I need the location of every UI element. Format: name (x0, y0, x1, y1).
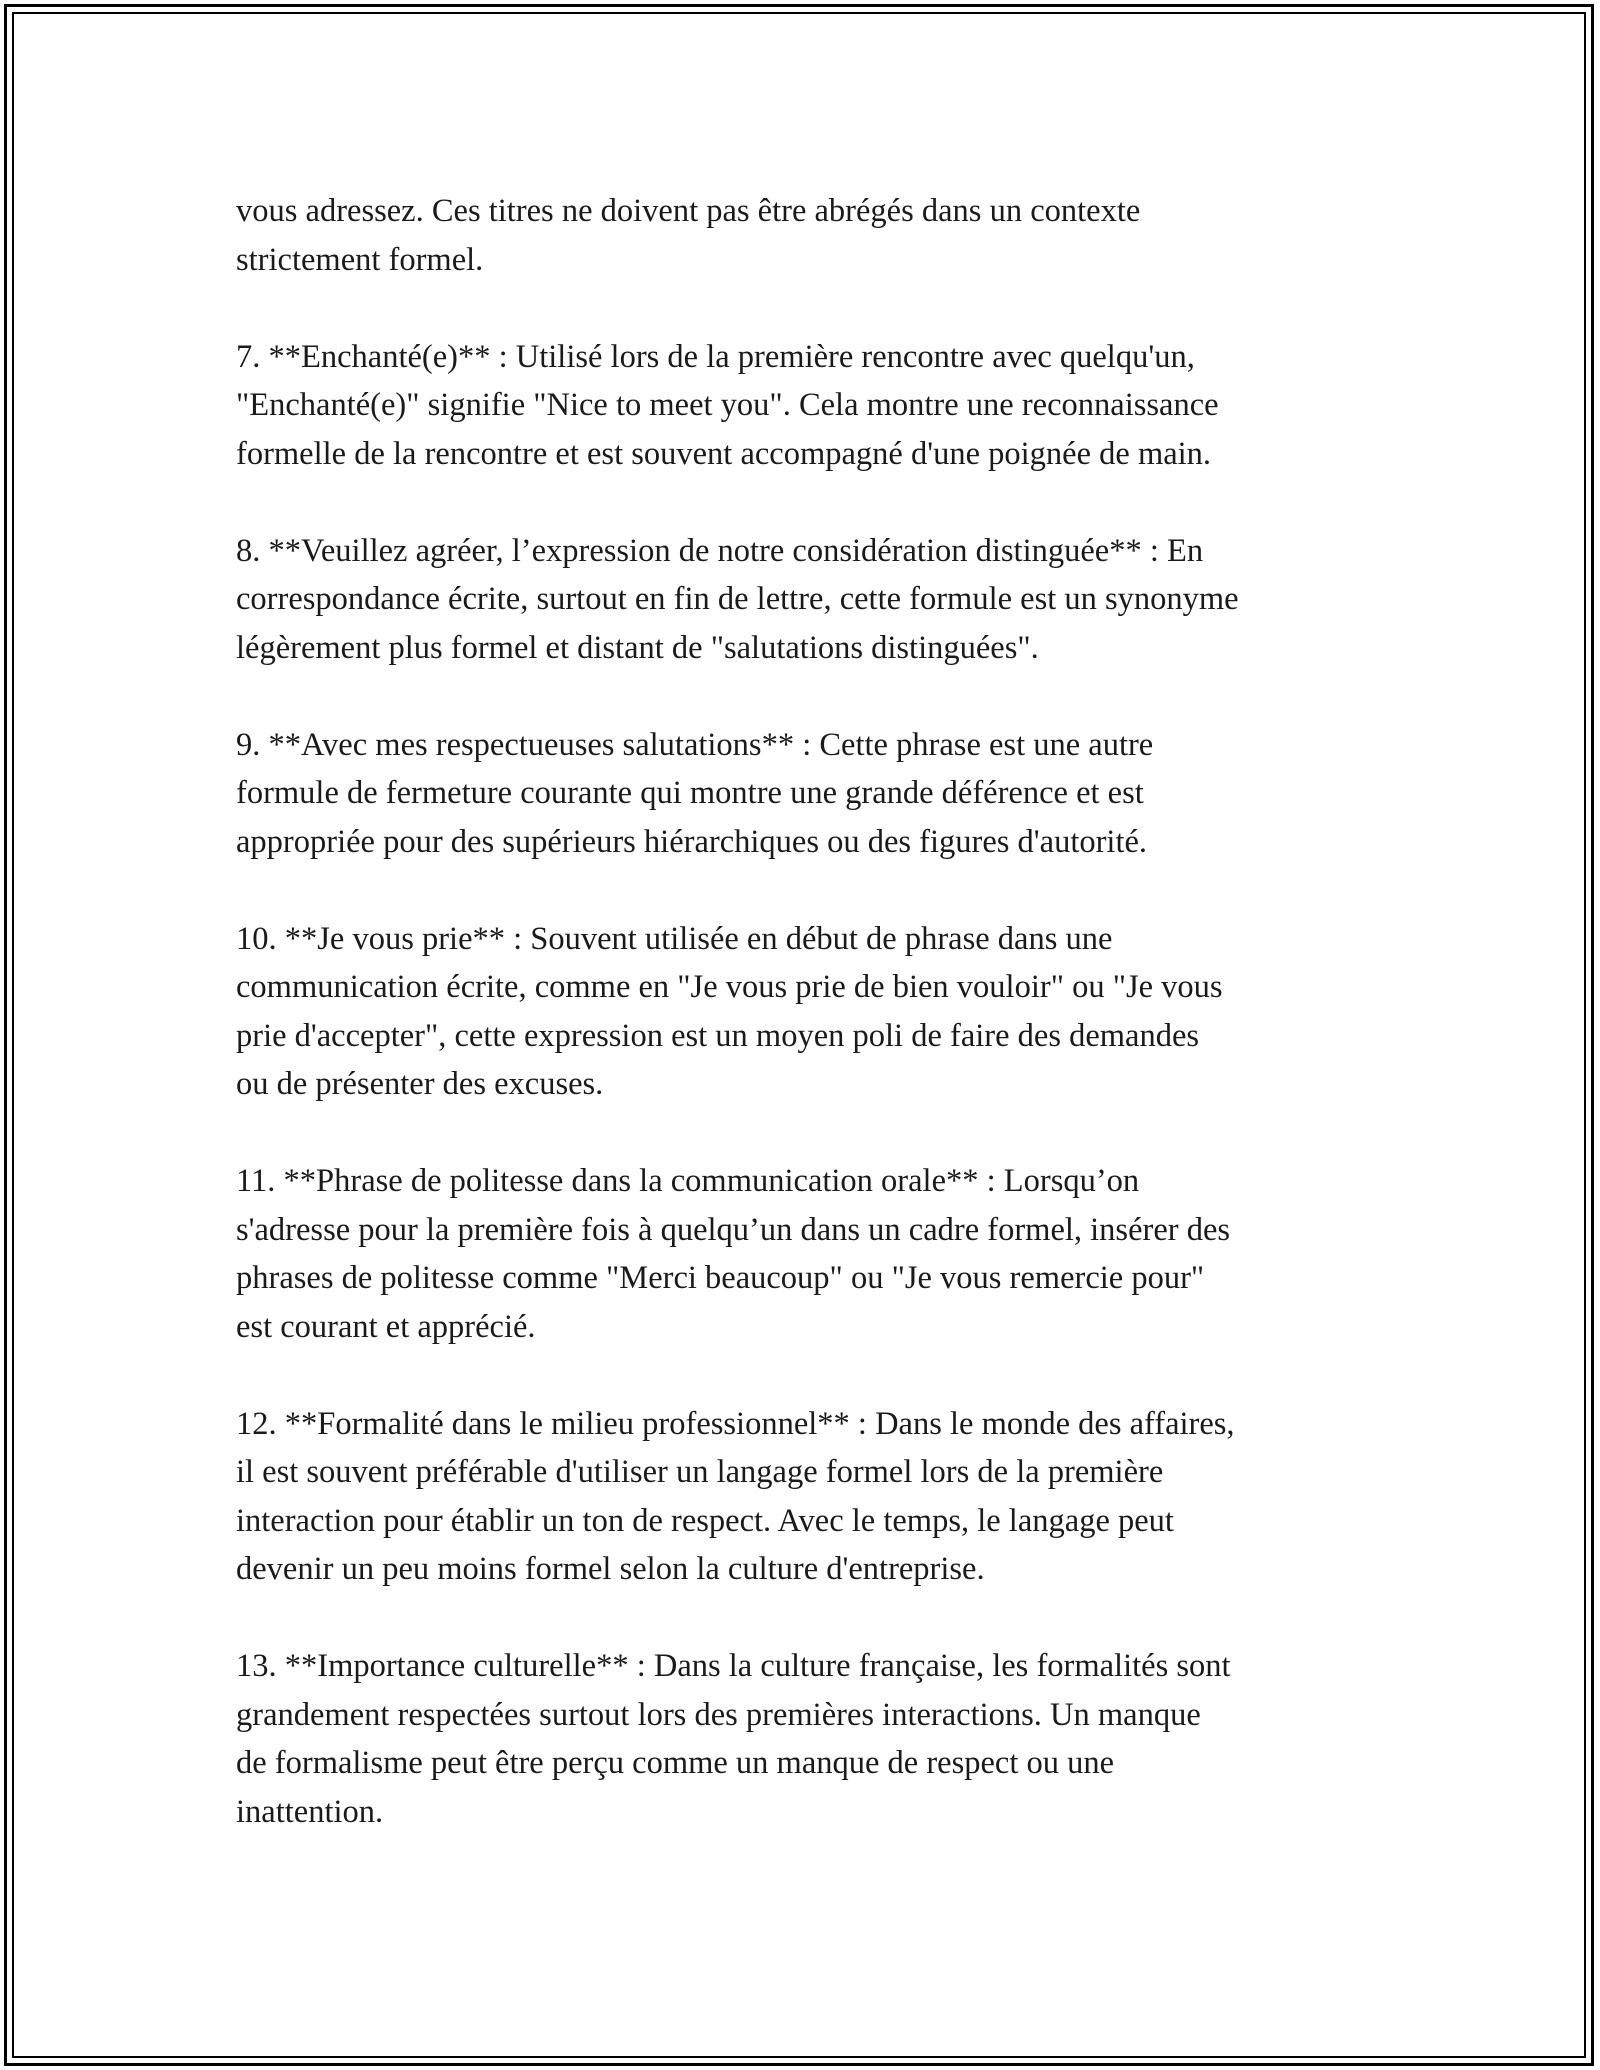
text-line: vous adressez. Ces titres ne doivent pas être abrégés dans un contexte (236, 193, 1141, 229)
text-line: correspondance écrite, surtout en fin de lettre, cette formule est un synonyme (236, 581, 1239, 617)
text-line: appropriée pour des supérieurs hiérarchiques ou des figures d'autorité. (236, 823, 1148, 860)
text-line: interaction pour établir un ton de respect. Avec le temps, le langage peut (236, 1502, 1174, 1539)
document-body (236, 187, 1386, 1885)
text-line: 9. **Avec mes respectueuses salutations** : Cette phrase est une autre (236, 726, 1154, 763)
text-line: 11. **Phrase de politesse dans la communication orale** : Lorsqu’on (236, 1163, 1140, 1199)
paragraph-intro-continued (236, 187, 1386, 284)
paragraph-item-10 (236, 915, 1386, 1109)
text-line: formelle de la rencontre et est souvent accompagné d'une poignée de main. (236, 435, 1212, 472)
text-line: est courant et apprécié. (236, 1308, 536, 1345)
text-line: strictement formel. (236, 241, 484, 278)
text-line: 8. **Veuillez agréer, l’expression de notre considération distinguée** : En (236, 532, 1204, 569)
text-line: de formalisme peut être perçu comme un manque de respect ou une (236, 1745, 1115, 1781)
paragraph-item-9 (236, 721, 1386, 867)
text-line: grandement respectées surtout lors des premières interactions. Un manque (236, 1696, 1201, 1733)
paragraph-item-7 (236, 333, 1386, 479)
text-line: formule de fermeture courante qui montre une grande déférence et est (236, 775, 1144, 811)
paragraph-item-11 (236, 1157, 1386, 1351)
text-line: s'adresse pour la première fois à quelqu’un dans un cadre formel, insérer des (236, 1211, 1231, 1248)
paragraph-item-13 (236, 1642, 1386, 1836)
text-line: 7. **Enchanté(e)** : Utilisé lors de la première rencontre avec quelqu'un, (236, 338, 1195, 375)
text-line: phrases de politesse comme "Merci beaucoup" ou "Je vous remercie pour" (236, 1260, 1205, 1296)
text-line: inattention. (236, 1793, 384, 1830)
text-line: 12. **Formalité dans le milieu professionnel** : Dans le monde des affaires, (236, 1405, 1235, 1442)
text-line: ou de présenter des excuses. (236, 1066, 604, 1102)
text-line: 13. **Importance culturelle** : Dans la culture française, les formalités sont (236, 1648, 1231, 1684)
text-line: devenir un peu moins formel selon la culture d'entreprise. (236, 1551, 985, 1587)
text-line: "Enchanté(e)" signifie "Nice to meet you". Cela montre une reconnaissance (236, 387, 1219, 423)
paragraph-item-8 (236, 527, 1386, 673)
text-line: il est souvent préférable d'utiliser un langage formel lors de la première (236, 1454, 1164, 1490)
text-line: communication écrite, comme en "Je vous prie de bien vouloir" ou "Je vous (236, 969, 1223, 1005)
text-line: prie d'accepter", cette expression est un moyen poli de faire des demandes (236, 1017, 1200, 1054)
text-line: 10. **Je vous prie** : Souvent utilisée en début de phrase dans une (236, 920, 1113, 957)
paragraph-item-12 (236, 1400, 1386, 1594)
text-line: légèrement plus formel et distant de "salutations distinguées". (236, 629, 1039, 666)
